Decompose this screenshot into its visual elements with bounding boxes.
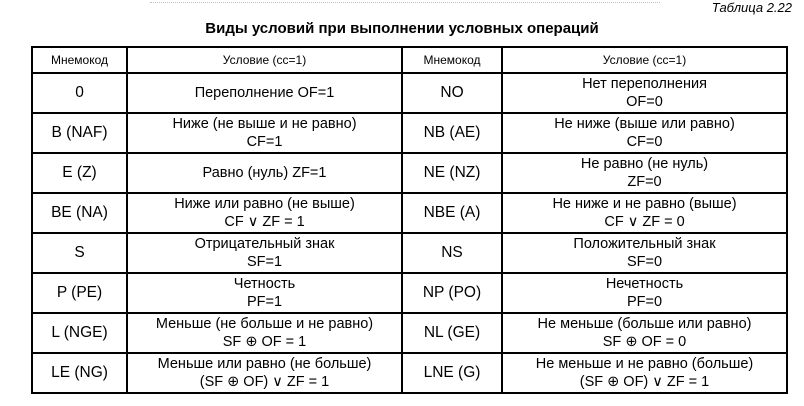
condition-cell xyxy=(127,353,402,393)
column-header-condition: Условие (cc=1) xyxy=(502,47,787,73)
condition-line: Нет переполнения xyxy=(582,76,707,92)
condition-line: Меньше или равно (не больше) xyxy=(157,356,372,372)
condition-cell xyxy=(127,313,402,353)
table-number-label: Таблица 2.22 xyxy=(711,0,792,15)
table-row xyxy=(32,273,787,313)
mnemonic-cell: NO xyxy=(402,73,502,113)
condition-line: CF ∨ ZF = 1 xyxy=(224,214,305,230)
condition-cell xyxy=(127,233,402,273)
mnemonic-cell: NL (GE) xyxy=(402,313,502,353)
header-row xyxy=(32,47,787,73)
condition-cell xyxy=(127,73,402,113)
condition-line: Положительный знак xyxy=(573,236,716,252)
conditions-table xyxy=(31,46,788,394)
condition-line: Не ниже и не равно (выше) xyxy=(552,196,737,212)
mnemonic-cell: L (NGE) xyxy=(32,313,127,353)
condition-line: SF ⊕ OF = 1 xyxy=(222,334,307,350)
mnemonic-cell: NP (PO) xyxy=(402,273,502,313)
condition-line: Не меньше и не равно (больше) xyxy=(535,356,754,372)
condition-cell xyxy=(127,153,402,193)
condition-cell xyxy=(502,113,787,153)
condition-line: Не меньше (больше или равно) xyxy=(537,316,752,332)
condition-line: Нечетность xyxy=(605,276,684,292)
mnemonic-cell: B (NAF) xyxy=(32,113,127,153)
mnemonic-cell: 0 xyxy=(32,73,127,113)
condition-line: OF=0 xyxy=(626,94,663,110)
table-row xyxy=(32,113,787,153)
table-row xyxy=(32,73,787,113)
condition-line: SF=1 xyxy=(246,254,283,270)
condition-line: Отрицательный знак xyxy=(194,236,335,252)
condition-line: Ниже (не выше и не равно) xyxy=(172,116,357,132)
condition-cell xyxy=(502,313,787,353)
condition-cell xyxy=(502,73,787,113)
condition-line: CF ∨ ZF = 0 xyxy=(604,214,685,230)
condition-cell xyxy=(502,273,787,313)
mnemonic-cell: NBE (A) xyxy=(402,193,502,233)
condition-line: Не ниже (выше или равно) xyxy=(554,116,735,132)
condition-line: Ниже или равно (не выше) xyxy=(174,196,355,212)
mnemonic-cell: S xyxy=(32,233,127,273)
condition-cell xyxy=(127,113,402,153)
mnemonic-cell: NS xyxy=(402,233,502,273)
condition-line: CF=1 xyxy=(246,134,283,150)
table-row xyxy=(32,353,787,393)
table-title: Виды условий при выполнении условных операций xyxy=(205,20,599,37)
mnemonic-cell: BE (NA) xyxy=(32,193,127,233)
condition-line: SF=0 xyxy=(626,254,663,270)
condition-line: PF=0 xyxy=(626,294,663,310)
condition-cell xyxy=(502,193,787,233)
condition-line: Равно (нуль) ZF=1 xyxy=(202,165,327,181)
condition-line: Меньше (не больше и не равно) xyxy=(155,316,374,332)
condition-line: ZF=0 xyxy=(627,174,662,190)
condition-line: Не равно (не нуль) xyxy=(580,156,709,172)
condition-cell xyxy=(502,233,787,273)
condition-line: (SF ⊕ OF) ∨ ZF = 1 xyxy=(199,374,330,390)
condition-line: Переполнение OF=1 xyxy=(194,85,335,101)
condition-line: Четность xyxy=(233,276,296,292)
condition-cell xyxy=(502,153,787,193)
mnemonic-cell: P (PE) xyxy=(32,273,127,313)
mnemonic-cell: NB (AE) xyxy=(402,113,502,153)
mnemonic-cell: LNE (G) xyxy=(402,353,502,393)
table-row xyxy=(32,193,787,233)
condition-cell xyxy=(127,273,402,313)
mnemonic-cell: LE (NG) xyxy=(32,353,127,393)
condition-line: CF=0 xyxy=(626,134,663,150)
scan-noise xyxy=(150,2,660,8)
condition-cell xyxy=(502,353,787,393)
mnemonic-cell: NE (NZ) xyxy=(402,153,502,193)
table-row xyxy=(32,153,787,193)
condition-line: SF ⊕ OF = 0 xyxy=(602,334,687,350)
condition-line: (SF ⊕ OF) ∨ ZF = 1 xyxy=(579,374,710,390)
condition-line: PF=1 xyxy=(246,294,283,310)
condition-cell xyxy=(127,193,402,233)
column-header-condition: Условие (cc=1) xyxy=(127,47,402,73)
table-row xyxy=(32,233,787,273)
mnemonic-cell: E (Z) xyxy=(32,153,127,193)
column-header-mnemonic: Мнемокод xyxy=(402,47,502,73)
table-row xyxy=(32,313,787,353)
column-header-mnemonic: Мнемокод xyxy=(32,47,127,73)
